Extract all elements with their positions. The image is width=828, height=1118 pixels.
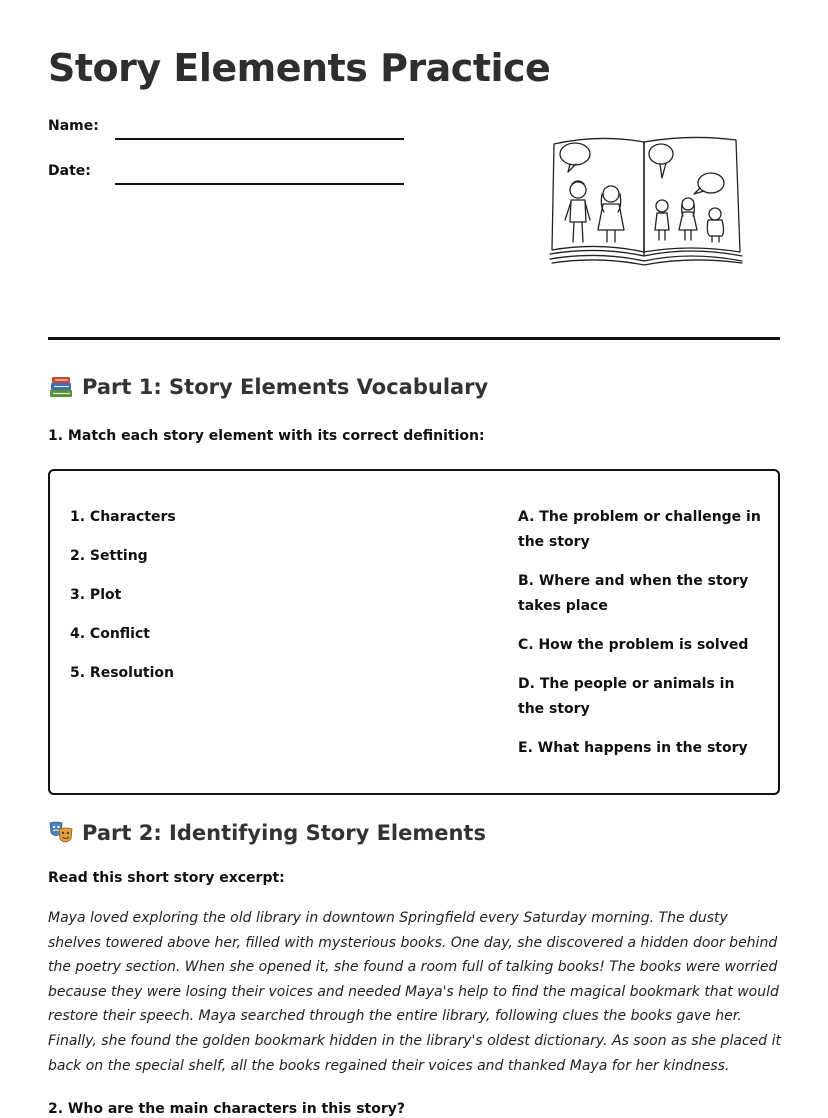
open-book-characters-icon	[548, 132, 744, 268]
name-label: Name:	[48, 118, 99, 134]
question-1: 1. Match each story element with its correct definition:	[48, 428, 485, 444]
name-input-line[interactable]	[115, 138, 404, 140]
page-title: Story Elements Practice	[48, 46, 551, 90]
term-item: 5. Resolution	[70, 665, 175, 681]
books-icon	[48, 374, 74, 400]
date-input-line[interactable]	[115, 183, 404, 185]
section-divider	[48, 337, 780, 340]
term-item: 4. Conflict	[70, 626, 150, 642]
theater-masks-icon	[48, 820, 74, 846]
part2-heading-text: Part 2: Identifying Story Elements	[82, 821, 486, 845]
matching-box	[48, 469, 780, 795]
story-intro: Read this short story excerpt:	[48, 870, 285, 886]
story-excerpt: Maya loved exploring the old library in downtown Springfield every Saturday morning. The dusty shelves towered above her, filled with mysterious books. One day, she discovered a hidden door behind the poetry section. When she opened it, she found a room full of talking books! The books were worried because they were losing their voices and needed Maya's help to find the magical bookmark that would restore their speech. Maya searched through the entire library, following clues the books gave her. Finally, she found the golden bookmark hidden in the library's oldest dictionary. As soon as she placed it back on the special shelf, all the books regained their voices and thanked Maya for her kindness.	[48, 910, 781, 1074]
date-field[interactable]	[48, 163, 91, 179]
term-item: 2. Setting	[70, 548, 148, 564]
part1-heading	[48, 374, 488, 400]
definitions-list	[518, 505, 764, 775]
definition-item: C. How the problem is solved	[518, 637, 749, 653]
name-field[interactable]	[48, 118, 99, 134]
definition-item: D. The people or animals in the story	[518, 676, 735, 717]
date-label: Date:	[48, 163, 91, 179]
term-item: 1. Characters	[70, 509, 176, 525]
part2-heading	[48, 820, 486, 846]
question-2: 2. Who are the main characters in this story?	[48, 1101, 406, 1117]
definition-item: B. Where and when the story takes place	[518, 573, 749, 614]
term-item: 3. Plot	[70, 587, 122, 603]
definition-item: E. What happens in the story	[518, 740, 748, 756]
part1-heading-text: Part 1: Story Elements Vocabulary	[82, 375, 489, 399]
terms-list	[70, 505, 176, 700]
definition-item: A. The problem or challenge in the story	[518, 509, 761, 550]
